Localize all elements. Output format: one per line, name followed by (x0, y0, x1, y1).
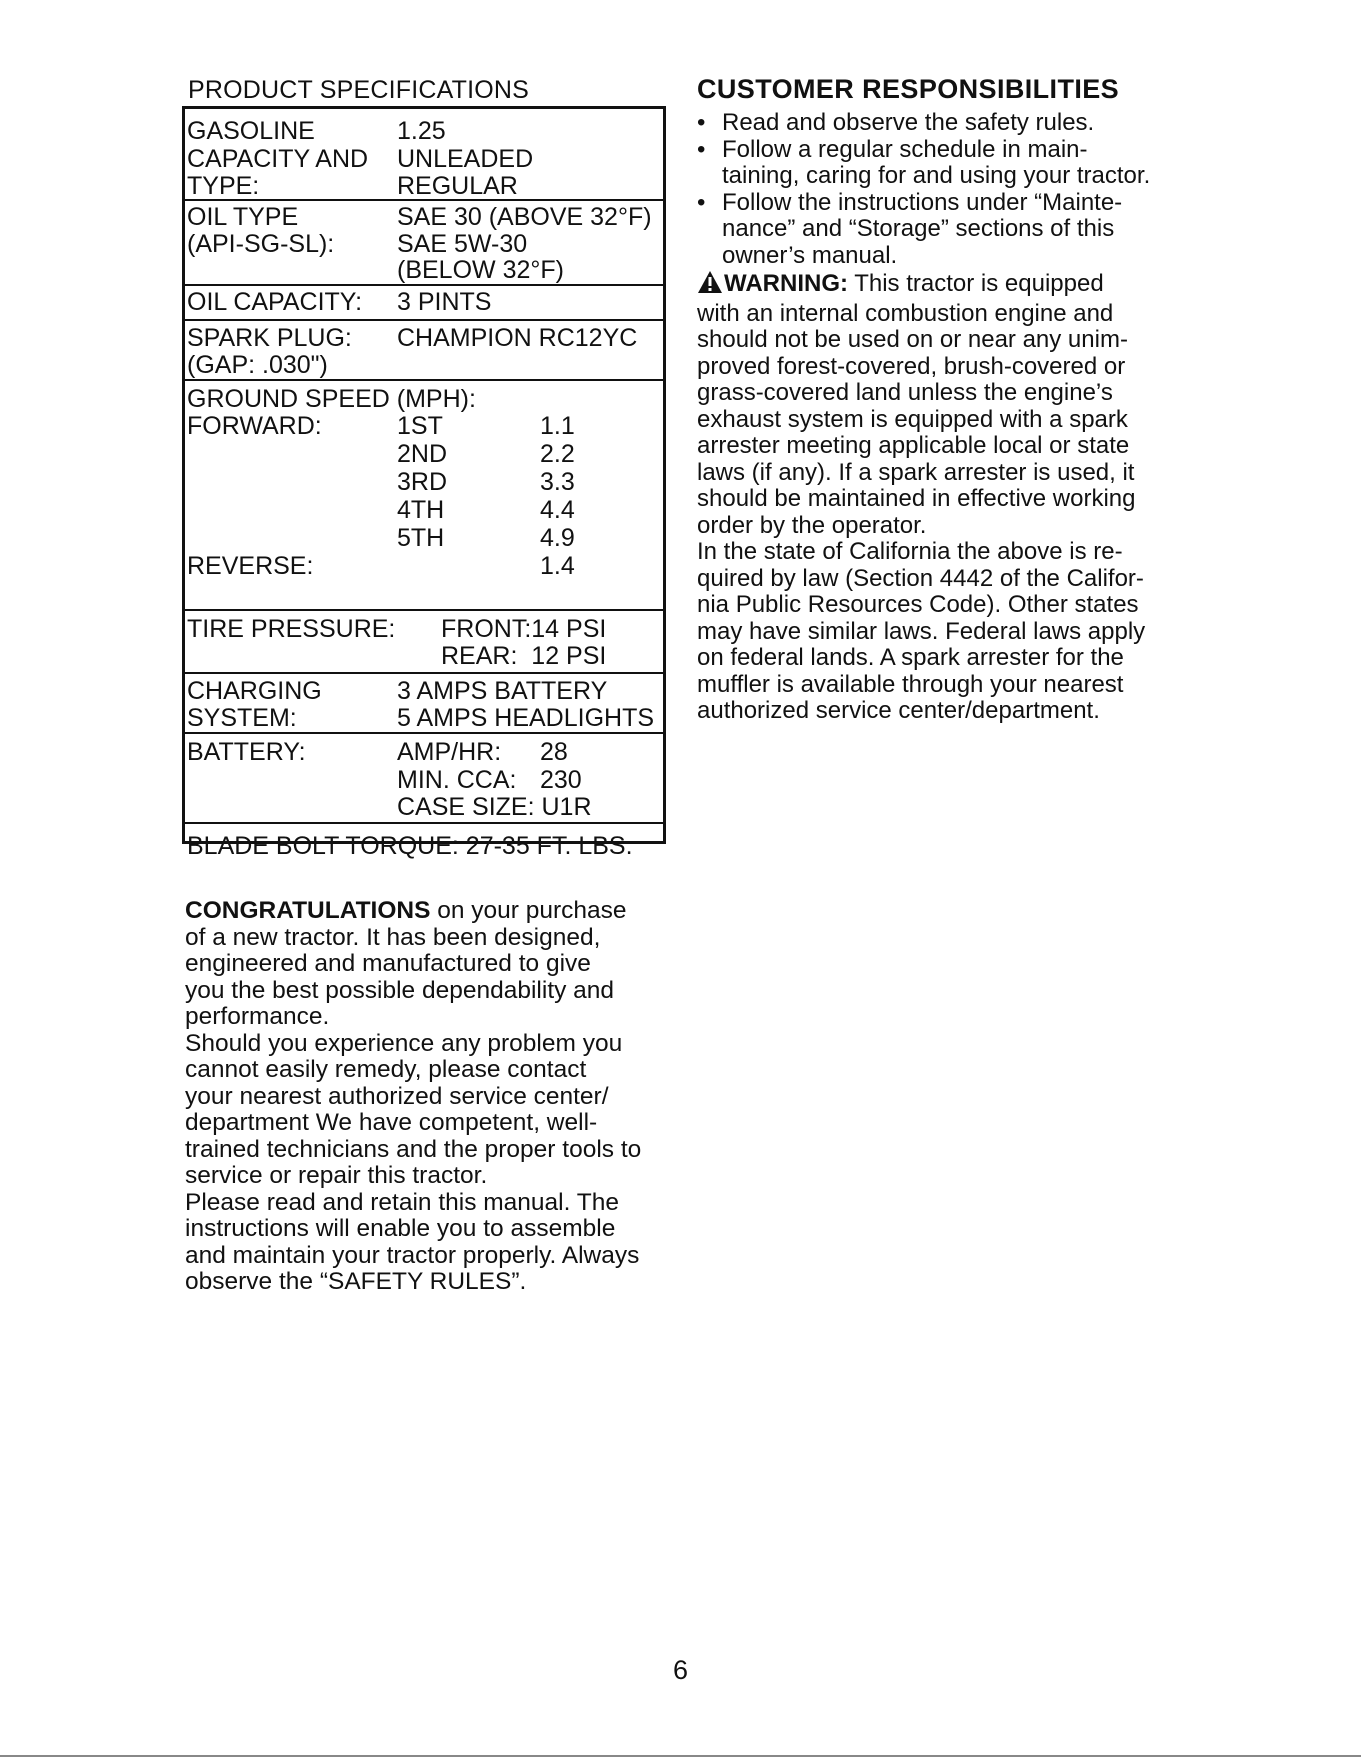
spec-value: 230 (540, 766, 582, 794)
spec-charging (185, 672, 663, 734)
spec-ground-speed (185, 379, 663, 611)
warning-line: should not be used on or near any unim- (697, 326, 1128, 353)
warning-line: authorized service center/department. (697, 697, 1100, 724)
congrats-line: cannot easily remedy, please contact (185, 1056, 587, 1083)
congrats-line: of a new tractor. It has been designed, (185, 923, 601, 951)
list-item: • Follow a regular schedule in main- taining, caring for and using your tractor. (697, 137, 1150, 190)
warning-line: grass-covered land unless the engine’s (697, 379, 1113, 406)
spec-label: (API-SG-SL): (187, 230, 335, 258)
warning-line: exhaust system is equipped with a spark (697, 405, 1128, 433)
congrats-line: observe the “SAFETY RULES”. (185, 1268, 527, 1295)
spec-tire-pressure (185, 609, 663, 674)
spec-oil-capacity (185, 284, 663, 321)
gear-speed: 4.9 (540, 524, 575, 552)
gear-speed: 4.4 (540, 496, 575, 524)
spec-value: 5 AMPS HEADLIGHTS (397, 704, 655, 732)
congrats-line: your nearest authorized service center/ (185, 1082, 609, 1110)
congrats-line: performance. (185, 1003, 330, 1030)
spec-value: (BELOW 32°F) (397, 256, 564, 284)
spec-label: OIL CAPACITY: (187, 288, 363, 316)
congrats-line: you the best possible dependability and (185, 976, 615, 1004)
page-number: 6 (672, 1655, 689, 1685)
warning-line: arrester meeting applicable local or state (697, 432, 1130, 459)
spec-value: 1.25 (397, 117, 446, 145)
spec-label: BATTERY: (187, 738, 306, 766)
spec-label: OIL TYPE (187, 203, 299, 231)
customer-responsibilities-heading: CUSTOMER RESPONSIBILITIES (697, 74, 1120, 104)
congrats-line: Please read and retain this manual. The (185, 1188, 620, 1216)
warning-line: In the state of California the above is re- (697, 538, 1123, 565)
spec-battery (185, 732, 663, 824)
gear-speed: 1.4 (540, 552, 575, 580)
spec-value: REAR: 12 PSI (441, 642, 607, 670)
gear-label: 5TH (397, 524, 445, 552)
spec-value: 3 AMPS BATTERY (397, 677, 608, 705)
warning-line: may have similar laws. Federal laws apply (697, 617, 1146, 645)
spec-label: SPARK PLUG: (187, 324, 352, 352)
spec-value: CASE SIZE: U1R (397, 793, 592, 821)
spec-value: CHAMPION RC12YC (397, 324, 638, 352)
list-item: • Follow the instructions under “Mainte- nance” and “Storage” sections of this owner’s manual. (697, 190, 1150, 270)
warning-line: nia Public Resources Code). Other states (697, 591, 1139, 618)
warning-block (697, 270, 1177, 725)
responsibility-list (697, 110, 1150, 269)
gear-label: 1ST (397, 412, 443, 440)
gear-label: 3RD (397, 468, 448, 496)
congrats-heading: CONGRATULATIONS (185, 897, 431, 924)
spec-label: FORWARD: (187, 412, 322, 440)
spec-value: REGULAR (397, 172, 518, 200)
specifications-table (182, 106, 666, 860)
warning-label: WARNING: (724, 270, 848, 297)
spec-label: CAPACITY AND (187, 145, 369, 173)
gear-label: 2ND (397, 440, 448, 468)
spec-label: BLADE BOLT TORQUE: 27-35 FT. LBS. (187, 832, 633, 860)
spec-label: SYSTEM: (187, 704, 297, 732)
warning-triangle-icon (697, 270, 723, 301)
congrats-line: instructions will enable you to assemble (185, 1215, 616, 1242)
page-bottom-edge (0, 1755, 1361, 1757)
spec-value: MIN. CCA: (397, 766, 517, 794)
spec-gasoline (185, 109, 663, 201)
warning-line: WARNING: This tractor is equipped (697, 270, 1177, 301)
spec-label: TYPE: (187, 172, 260, 200)
congrats-line: department We have competent, well- (185, 1109, 598, 1136)
spec-value: 3 PINTS (397, 288, 492, 316)
spec-label: GASOLINE (187, 117, 315, 145)
warning-line: with an internal combustion engine and (697, 299, 1114, 327)
warning-line: should be maintained in effective working (697, 485, 1136, 512)
congrats-line: engineered and manufactured to give (185, 950, 591, 977)
spec-value: 28 (540, 738, 568, 766)
warning-line: quired by law (Section 4442 of the Califor- (697, 564, 1144, 592)
spec-value: UNLEADED (397, 145, 534, 173)
spec-value: FRONT:14 PSI (441, 615, 607, 643)
congrats-line: service or repair this tractor. (185, 1162, 488, 1189)
congratulations-text (185, 898, 675, 1296)
spec-value: AMP/HR: (397, 738, 502, 766)
warning-line: proved forest-covered, brush-covered or (697, 352, 1126, 380)
spec-label: CHARGING (187, 677, 322, 705)
gear-speed: 2.2 (540, 440, 575, 468)
specifications-heading: PRODUCT SPECIFICATIONS (188, 76, 530, 104)
gear-label: 4TH (397, 496, 445, 524)
spec-oil-type (185, 199, 663, 286)
warning-line: order by the operator. (697, 511, 927, 539)
warning-line: laws (if any). If a spark arrester is used, it (697, 458, 1135, 486)
congrats-line: Should you experience any problem you (185, 1029, 623, 1057)
spec-spark-plug (185, 319, 663, 381)
warning-line: on federal lands. A spark arrester for the (697, 644, 1124, 671)
gear-speed: 3.3 (540, 468, 575, 496)
list-item: • Read and observe the safety rules. (697, 110, 1150, 137)
spec-blade-bolt (185, 822, 663, 860)
spec-value: (GAP: .030") (187, 351, 328, 379)
spec-label: TIRE PRESSURE: (187, 615, 396, 643)
spec-value: SAE 30 (ABOVE 32°F) (397, 203, 652, 231)
spec-label: REVERSE: (187, 552, 314, 580)
congrats-line: and maintain your tractor properly. Always (185, 1241, 640, 1269)
congrats-line: trained technicians and the proper tools to (185, 1135, 642, 1163)
spec-value: SAE 5W-30 (397, 230, 528, 258)
spec-label: GROUND SPEED (MPH): (187, 385, 476, 413)
congrats-line: CONGRATULATIONS on your purchase (185, 897, 627, 924)
warning-line: muffler is available through your nearest (697, 670, 1124, 698)
gear-speed: 1.1 (540, 412, 575, 440)
